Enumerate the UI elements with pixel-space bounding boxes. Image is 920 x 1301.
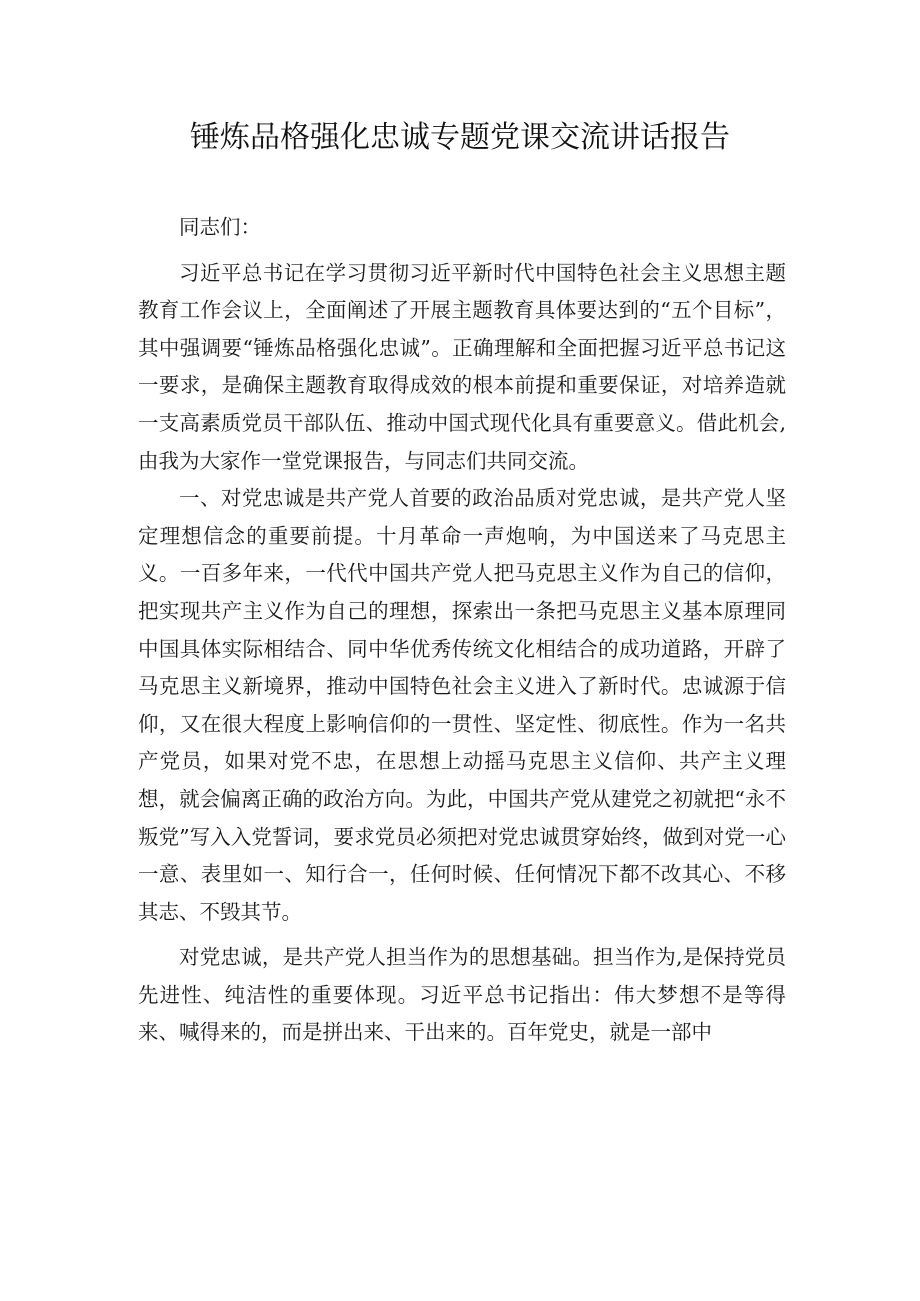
paragraph-section-one: 一、对党忠诚是共产党人首要的政治品质对党忠诚，是共产党人坚定理想信念的重要前提。十月革命一声炮响，为中国送来了马克思主义。一百多年来，一代代中国共产党人把马克思主义作为自己的信仰，把实现共产主义作为自己的理想，探索出一条把马克思主义基本原理同中国具体实际相结合、同中华优秀传统文化相结合的成功道路，开辟了马克思主义新境界，推动中国特色社会主义进入了新时代。忠诚源于信仰，又在很大程度上影响信仰的一贯性、坚定性、彻底性。作为一名共产党员，如果对党不忠，在思想上动摇马克思主义信仰、共产主义理想，就会偏离正确的政治方向。为此，中国共产党从建党之初就把“永不叛党”写入入党誓词，要求党员必须把对党忠诚贯穿始终，做到对党一心一意、表里如一、知行合一，任何时候、任何情况下都不改其心、不移其志、不毁其节。	[138, 486, 786, 924]
paragraph-intro: 习近平总书记在学习贯彻习近平新时代中国特色社会主义思想主题教育工作会议上，全面阐述了开展主题教育具体要达到的“五个目标”，其中强调要“锤炼品格强化忠诚”。正确理解和全面把握习近平总书记这一要求，是确保主题教育取得成效的根本前提和重要保证，对培养造就一支高素质党员干部队伍、推动中国式现代化具有重要意义。借此机会,由我为大家作一堂党课报告，与同志们共同交流。	[138, 260, 786, 473]
paragraph-loyalty-foundation: 对党忠诚，是共产党人担当作为的思想基础。担当作为,是保持党员先进性、纯洁性的重要体现。习近平总书记指出：伟大梦想不是等得来、喊得来的，而是拼出来、干出来的。百年党史，就是一部中	[138, 945, 786, 1045]
document-title: 锤炼品格强化忠诚专题党课交流讲话报告	[190, 120, 730, 155]
salutation: 同志们：	[179, 215, 261, 239]
document-body	[138, 209, 786, 1052]
